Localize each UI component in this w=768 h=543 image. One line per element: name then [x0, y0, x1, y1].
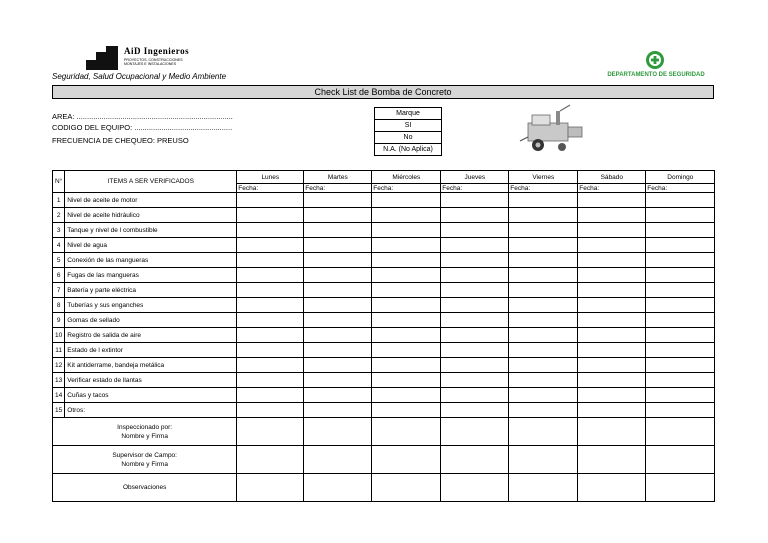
table-row — [53, 403, 715, 418]
check-cell[interactable] — [237, 373, 304, 388]
day-header: Domingo — [646, 171, 715, 184]
date-label: Fecha: — [373, 184, 394, 192]
check-cell[interactable] — [304, 358, 372, 373]
table-row — [53, 388, 715, 403]
item-label: Cuñas y tacos — [65, 388, 237, 403]
check-cell[interactable] — [509, 298, 578, 313]
day-header: Viernes — [509, 171, 578, 184]
item-label: Batería y parte eléctrica — [65, 283, 237, 298]
date-label: Fecha: — [305, 184, 326, 192]
table-row — [53, 313, 715, 328]
signature-row — [53, 446, 715, 474]
check-cell[interactable] — [509, 193, 578, 208]
item-label: Otros: — [65, 403, 237, 418]
item-number: 9 — [53, 313, 65, 328]
check-cell[interactable] — [578, 253, 646, 268]
check-cell[interactable] — [509, 328, 578, 343]
table-row — [53, 328, 715, 343]
check-cell[interactable] — [578, 283, 646, 298]
area-field: AREA: ........................................................................... — [52, 112, 233, 121]
check-cell[interactable] — [509, 268, 578, 283]
check-cell[interactable] — [372, 193, 441, 208]
item-number: 6 — [53, 268, 65, 283]
legend-na: N.A. (No Aplica) — [375, 144, 442, 156]
number-header: N° — [53, 171, 65, 193]
check-cell[interactable] — [441, 253, 509, 268]
item-number: 8 — [53, 298, 65, 313]
signature-cell[interactable] — [578, 474, 646, 502]
check-cell[interactable] — [304, 388, 372, 403]
table-row — [53, 253, 715, 268]
check-cell[interactable] — [578, 298, 646, 313]
check-cell[interactable] — [237, 223, 304, 238]
check-cell[interactable] — [578, 358, 646, 373]
item-label: Verificar estado de llantas — [65, 373, 237, 388]
check-cell[interactable] — [578, 208, 646, 223]
check-cell[interactable] — [372, 403, 441, 418]
check-cell[interactable] — [441, 193, 509, 208]
date-cell[interactable] — [441, 184, 509, 193]
signature-cell[interactable] — [372, 474, 441, 502]
table-row — [53, 358, 715, 373]
item-label: Tanque y nivel de l combustible — [65, 223, 237, 238]
check-cell[interactable] — [509, 373, 578, 388]
signature-cell[interactable] — [578, 446, 646, 474]
check-cell[interactable] — [237, 328, 304, 343]
table-row — [53, 208, 715, 223]
date-cell[interactable] — [372, 184, 441, 193]
item-number: 7 — [53, 283, 65, 298]
company-tagline: PROYECTOS, CONSTRUCCIONES MONTAJES E INSTALACIONES — [124, 58, 183, 66]
item-label: Registro de salida de aire — [65, 328, 237, 343]
check-cell[interactable] — [237, 313, 304, 328]
check-cell[interactable] — [646, 208, 715, 223]
concrete-pump-image — [516, 101, 590, 159]
check-cell[interactable] — [441, 373, 509, 388]
check-cell[interactable] — [578, 403, 646, 418]
signature-row — [53, 474, 715, 502]
signature-cell[interactable] — [441, 446, 509, 474]
table-row — [53, 298, 715, 313]
date-cell[interactable] — [509, 184, 578, 193]
table-row — [53, 238, 715, 253]
signature-cell[interactable] — [441, 418, 509, 446]
page-title: Check List de Bomba de Concreto — [52, 85, 714, 99]
table-row — [53, 223, 715, 238]
check-cell[interactable] — [372, 268, 441, 283]
item-number: 13 — [53, 373, 65, 388]
check-cell[interactable] — [304, 223, 372, 238]
day-header: Jueves — [441, 171, 509, 184]
signature-label: Inspeccionado por: Nombre y Firma — [53, 418, 237, 446]
signature-row — [53, 418, 715, 446]
check-cell[interactable] — [372, 358, 441, 373]
date-cell[interactable] — [304, 184, 372, 193]
check-cell[interactable] — [441, 238, 509, 253]
check-cell[interactable] — [509, 238, 578, 253]
check-cell[interactable] — [372, 238, 441, 253]
check-cell[interactable] — [509, 313, 578, 328]
check-cell[interactable] — [578, 268, 646, 283]
item-label: Conexión de las mangueras — [65, 253, 237, 268]
check-cell[interactable] — [372, 373, 441, 388]
day-header: Miércoles — [372, 171, 441, 184]
signature-cell[interactable] — [304, 474, 372, 502]
signature-label: Supervisor de Campo: Nombre y Firma — [53, 446, 237, 474]
check-cell[interactable] — [509, 388, 578, 403]
date-cell[interactable] — [646, 184, 715, 193]
check-cell[interactable] — [372, 328, 441, 343]
check-cell[interactable] — [441, 268, 509, 283]
signature-cell[interactable] — [509, 418, 578, 446]
item-label: Nivel de aceite de motor — [65, 193, 237, 208]
check-cell[interactable] — [646, 193, 715, 208]
signature-cell[interactable] — [372, 446, 441, 474]
check-cell[interactable] — [237, 253, 304, 268]
check-cell[interactable] — [304, 283, 372, 298]
check-cell[interactable] — [646, 403, 715, 418]
date-label: Fecha: — [442, 184, 463, 192]
check-cell[interactable] — [441, 343, 509, 358]
signature-cell[interactable] — [372, 418, 441, 446]
check-cell[interactable] — [578, 193, 646, 208]
check-cell[interactable] — [304, 238, 372, 253]
signature-cell[interactable] — [237, 418, 304, 446]
check-cell[interactable] — [304, 373, 372, 388]
check-cell[interactable] — [237, 343, 304, 358]
date-label: Fecha: — [579, 184, 600, 192]
check-cell[interactable] — [509, 343, 578, 358]
item-number: 11 — [53, 343, 65, 358]
check-cell[interactable] — [646, 313, 715, 328]
item-number: 4 — [53, 238, 65, 253]
item-number: 14 — [53, 388, 65, 403]
table-row — [53, 193, 715, 208]
check-cell[interactable] — [237, 358, 304, 373]
check-cell[interactable] — [509, 223, 578, 238]
check-cell[interactable] — [441, 358, 509, 373]
company-logo-icon — [86, 46, 120, 70]
check-cell[interactable] — [646, 358, 715, 373]
date-label: Fecha: — [238, 184, 259, 192]
check-cell[interactable] — [646, 283, 715, 298]
check-cell[interactable] — [578, 328, 646, 343]
item-label: Gomas de sellado — [65, 313, 237, 328]
legend-no: No — [375, 132, 442, 144]
item-number: 1 — [53, 193, 65, 208]
check-cell[interactable] — [441, 208, 509, 223]
item-number: 2 — [53, 208, 65, 223]
check-cell[interactable] — [304, 343, 372, 358]
check-cell[interactable] — [237, 268, 304, 283]
safety-seal-icon — [645, 50, 665, 70]
check-cell[interactable] — [578, 223, 646, 238]
check-cell[interactable] — [646, 238, 715, 253]
check-cell[interactable] — [372, 388, 441, 403]
check-cell[interactable] — [509, 253, 578, 268]
item-label: Kit antiderrame, bandeja metálica — [65, 358, 237, 373]
check-cell[interactable] — [646, 388, 715, 403]
legend-box — [374, 107, 442, 156]
signature-cell[interactable] — [237, 446, 304, 474]
date-label: Fecha: — [510, 184, 531, 192]
day-header: Lunes — [237, 171, 304, 184]
item-number: 5 — [53, 253, 65, 268]
signature-cell[interactable] — [304, 418, 372, 446]
check-cell[interactable] — [509, 403, 578, 418]
check-cell[interactable] — [372, 283, 441, 298]
check-cell[interactable] — [646, 343, 715, 358]
date-cell[interactable] — [578, 184, 646, 193]
check-cell[interactable] — [237, 283, 304, 298]
items-header: ITEMS A SER VERIFICADOS — [65, 171, 237, 193]
check-cell[interactable] — [441, 223, 509, 238]
frequency-field: FRECUENCIA DE CHEQUEO: PREUSO — [52, 136, 189, 145]
check-cell[interactable] — [646, 373, 715, 388]
item-label: Nivel de aceite hidráulico — [65, 208, 237, 223]
check-cell[interactable] — [372, 298, 441, 313]
signature-cell[interactable] — [578, 418, 646, 446]
check-cell[interactable] — [304, 313, 372, 328]
check-cell[interactable] — [646, 253, 715, 268]
check-cell[interactable] — [441, 313, 509, 328]
legend-yes: SI — [375, 120, 442, 132]
check-cell[interactable] — [441, 283, 509, 298]
equipment-code-field: CODIGO DEL EQUIPO: ............................................... — [52, 123, 233, 132]
company-name: AiD Ingenieros — [124, 46, 190, 56]
check-cell[interactable] — [304, 208, 372, 223]
signature-cell[interactable] — [304, 446, 372, 474]
day-header: Sábado — [578, 171, 646, 184]
check-cell[interactable] — [372, 223, 441, 238]
check-cell[interactable] — [441, 298, 509, 313]
check-cell[interactable] — [304, 268, 372, 283]
check-cell[interactable] — [372, 208, 441, 223]
table-row — [53, 343, 715, 358]
signature-cell[interactable] — [509, 446, 578, 474]
item-number: 15 — [53, 403, 65, 418]
check-cell[interactable] — [646, 268, 715, 283]
check-cell[interactable] — [237, 388, 304, 403]
check-cell[interactable] — [372, 253, 441, 268]
check-cell[interactable] — [441, 328, 509, 343]
department-label: DEPARTAMENTO DE SEGURIDAD — [607, 72, 705, 78]
check-cell[interactable] — [304, 328, 372, 343]
signature-cell[interactable] — [237, 474, 304, 502]
table-row — [53, 268, 715, 283]
check-cell[interactable] — [304, 298, 372, 313]
check-cell[interactable] — [441, 388, 509, 403]
checklist-table — [52, 170, 715, 502]
check-cell[interactable] — [646, 328, 715, 343]
check-cell[interactable] — [237, 403, 304, 418]
check-cell[interactable] — [578, 343, 646, 358]
check-cell[interactable] — [237, 238, 304, 253]
check-cell[interactable] — [578, 238, 646, 253]
check-cell[interactable] — [372, 313, 441, 328]
signature-cell[interactable] — [646, 474, 715, 502]
table-row — [53, 373, 715, 388]
item-label: Fugas de las mangueras — [65, 268, 237, 283]
page-subtitle: Seguridad, Salud Ocupacional y Medio Ambiente — [52, 72, 227, 81]
item-number: 10 — [53, 328, 65, 343]
check-cell[interactable] — [646, 298, 715, 313]
check-cell[interactable] — [372, 343, 441, 358]
date-label: Fecha: — [647, 184, 668, 192]
check-cell[interactable] — [578, 373, 646, 388]
check-cell[interactable] — [237, 208, 304, 223]
signature-cell[interactable] — [646, 446, 715, 474]
check-cell[interactable] — [578, 388, 646, 403]
check-cell[interactable] — [304, 403, 372, 418]
check-cell[interactable] — [304, 193, 372, 208]
item-number: 12 — [53, 358, 65, 373]
signature-cell[interactable] — [646, 418, 715, 446]
item-number: 3 — [53, 223, 65, 238]
check-cell[interactable] — [304, 253, 372, 268]
check-cell[interactable] — [509, 358, 578, 373]
check-cell[interactable] — [237, 298, 304, 313]
check-cell[interactable] — [509, 283, 578, 298]
date-cell[interactable] — [237, 184, 304, 193]
check-cell[interactable] — [578, 313, 646, 328]
check-cell[interactable] — [509, 208, 578, 223]
legend-title: Marque — [375, 108, 442, 120]
signature-cell[interactable] — [509, 474, 578, 502]
check-cell[interactable] — [237, 193, 304, 208]
signature-label: Observaciones — [53, 474, 237, 502]
item-label: Nivel de agua — [65, 238, 237, 253]
day-header: Martes — [304, 171, 372, 184]
signature-cell[interactable] — [441, 474, 509, 502]
table-row — [53, 283, 715, 298]
check-cell[interactable] — [646, 223, 715, 238]
item-label: Tuberías y sus enganches — [65, 298, 237, 313]
check-cell[interactable] — [441, 403, 509, 418]
item-label: Estado de l extintor — [65, 343, 237, 358]
